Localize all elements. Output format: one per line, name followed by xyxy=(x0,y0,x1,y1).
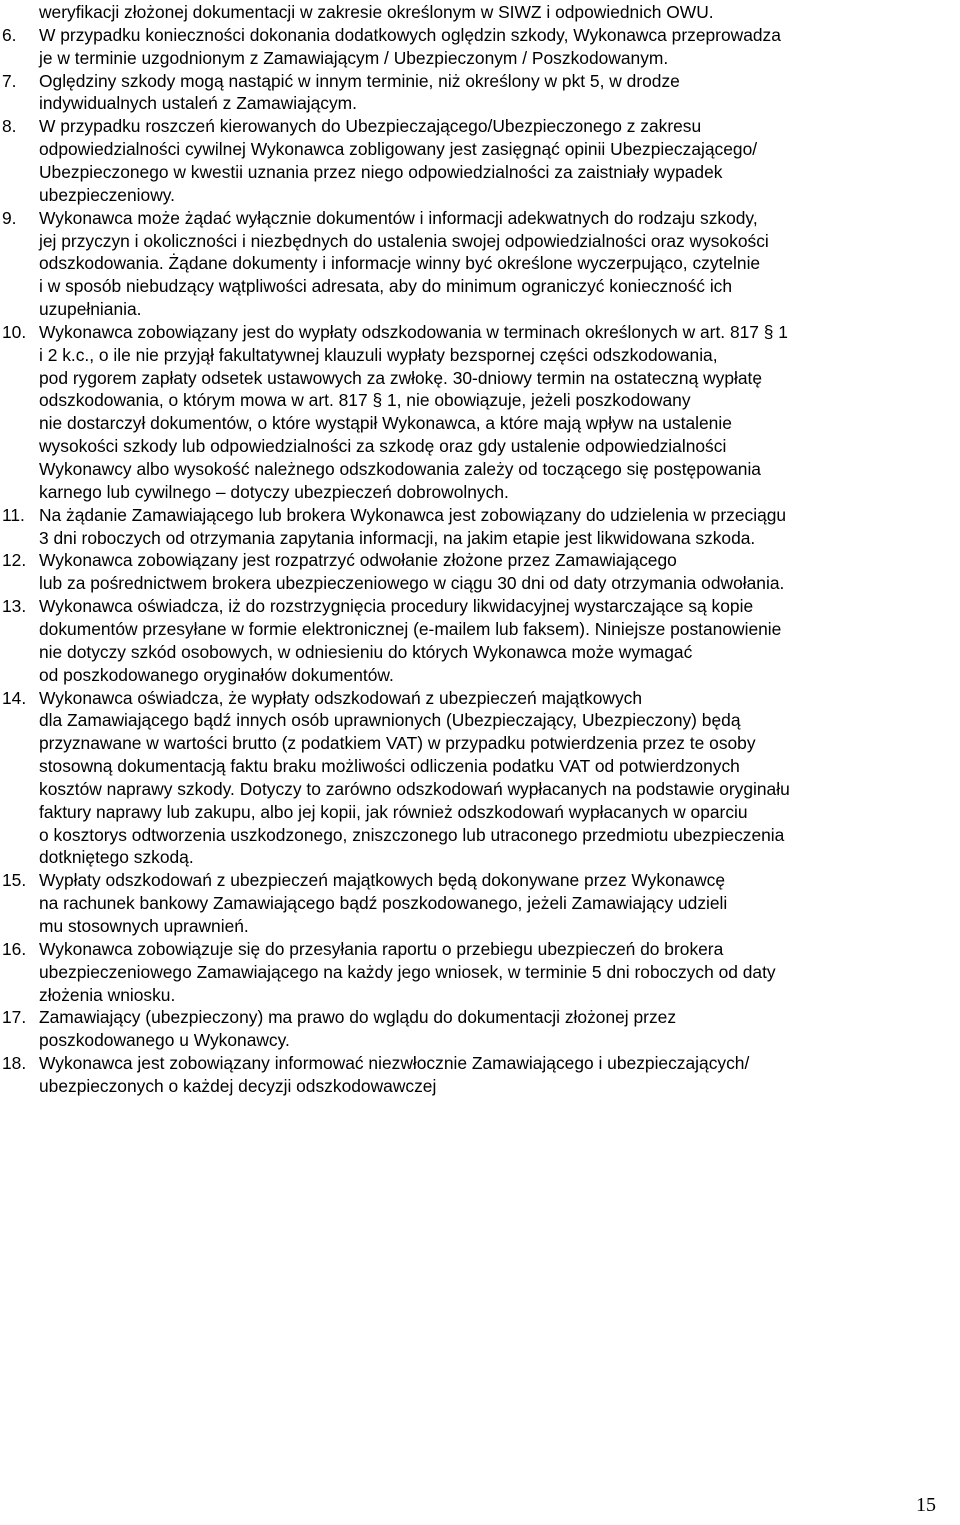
list-item-text: jej przyczyn i okoliczności i niezbędnych do ustalenia swojej odpowiedzialności oraz wysokości xyxy=(39,230,769,251)
list-item-text: przyznawane w wartości brutto (z podatkiem VAT) w przypadku potwierdzenia przez te osoby xyxy=(39,733,756,754)
list-item-number: 12. xyxy=(2,550,27,571)
list-item-text: dla Zamawiającego bądź innych osób uprawnionych (Ubezpieczający, Ubezpieczony) będą xyxy=(39,710,741,731)
text-line xyxy=(0,321,960,343)
text-line xyxy=(0,732,960,754)
text-line xyxy=(0,367,960,389)
list-item-text: mu stosownych uprawnień. xyxy=(39,916,249,936)
list-item-text: lub za pośrednictwem brokera ubezpieczeniowego w ciągu 30 dni od daty otrzymania odwołania. xyxy=(39,573,785,594)
list-item-number: 13. xyxy=(2,596,27,617)
list-item-number: 9. xyxy=(2,207,17,228)
text-line xyxy=(0,230,960,252)
list-item-number: 18. xyxy=(2,1053,27,1074)
list-item-number: 7. xyxy=(2,70,17,91)
text-line xyxy=(0,92,960,114)
text-line xyxy=(0,846,960,868)
list-item-text: karnego lub cywilnego – dotyczy ubezpieczeń dobrowolnych. xyxy=(39,481,509,502)
text-line xyxy=(0,70,960,92)
list-item-text: W przypadku roszczeń kierowanych do Ubezpieczającego/Ubezpieczonego z zakresu xyxy=(39,116,702,137)
list-item-text: nie dostarczył dokumentów, o które wystąpił Wykonawca, a które mają wpływ na ustalenie xyxy=(39,413,732,434)
text-line xyxy=(0,824,960,846)
list-item-text: Wykonawca oświadcza, iż do rozstrzygnięcia procedury likwidacyjnej wystarczające są kopie xyxy=(39,596,754,617)
list-item-text: Ubezpieczonego w kwestii uznania przez niego odpowiedzialności za zaistniały wypadek xyxy=(39,161,723,182)
list-item-text: i 2 k.c., o ile nie przyjął fakultatywnej klauzuli wypłaty bezspornej części odszkodowania, xyxy=(39,344,718,365)
list-item-number: 10. xyxy=(2,321,27,342)
text-line xyxy=(0,1006,960,1028)
list-item-text: na rachunek bankowy Zamawiającego bądź poszkodowanego, jeżeli Zamawiający udzieli xyxy=(39,893,728,914)
list-item-text: Oględziny szkody mogą nastąpić w innym terminie, niż określony w pkt 5, w drodze xyxy=(39,70,680,91)
text-line xyxy=(0,915,960,937)
text-line xyxy=(0,458,960,480)
text-line xyxy=(0,869,960,891)
text-line xyxy=(0,1075,960,1097)
text-line xyxy=(0,207,960,229)
list-item-text: indywidualnych ustaleń z Zamawiającym. xyxy=(39,93,357,114)
list-item-text: złożenia wniosku. xyxy=(39,984,176,1005)
text-line xyxy=(0,412,960,434)
text-line xyxy=(0,1052,960,1074)
list-item-text: poszkodowanego u Wykonawcy. xyxy=(39,1030,290,1051)
text-line xyxy=(0,527,960,549)
page-number: 15 xyxy=(916,1494,936,1516)
list-item-text: 3 dni roboczych od otrzymania zapytania informacji, na jakim etapie jest likwidowana szkoda. xyxy=(39,527,756,548)
text-line xyxy=(0,755,960,777)
text-line xyxy=(0,778,960,800)
list-item-text: odszkodowania, o którym mowa w art. 817 § 1, nie obowiązuje, jeżeli poszkodowany xyxy=(39,390,691,411)
list-item-text: Wykonawca zobowiązany jest do wypłaty odszkodowania w terminach określonych w art. 817 § 1 xyxy=(39,321,788,342)
text-line xyxy=(0,664,960,686)
list-item-text: Wykonawca jest zobowiązany informować niezwłocznie Zamawiającego i ubezpieczających/ xyxy=(39,1053,750,1074)
text-line xyxy=(0,115,960,137)
text-line xyxy=(0,389,960,411)
list-item-text: dokumentów przesyłane w formie elektronicznej (e-mailem lub faksem). Niniejsze postanowienie xyxy=(39,618,782,639)
text-line xyxy=(0,1,960,23)
list-item-text: weryfikacji złożonej dokumentacji w zakresie określonym w SIWZ i odpowiednich OWU. xyxy=(39,2,714,22)
list-item-text: Wykonawcy albo wysokość należnego odszkodowania zależy od toczącego się postępowania xyxy=(39,459,761,479)
list-item-text: pod rygorem zapłaty odsetek ustawowych za zwłokę. 30-dniowy termin na ostateczną wypłatę xyxy=(39,367,763,388)
text-line xyxy=(0,572,960,594)
text-line xyxy=(0,298,960,320)
list-item-text: nie dotyczy szkód osobowych, w odniesieniu do których Wykonawca może wymagać xyxy=(39,641,693,662)
text-line xyxy=(0,184,960,206)
list-item-text: W przypadku konieczności dokonania dodatkowych oględzin szkody, Wykonawca przeprowadza xyxy=(39,24,781,45)
list-item-text: odpowiedzialności cywilnej Wykonawca zobligowany jest zasięgnąć opinii Ubezpieczającego/ xyxy=(39,139,758,160)
text-line xyxy=(0,435,960,457)
list-item-text: dotkniętego szkodą. xyxy=(39,847,194,868)
list-item-text: odszkodowania. Żądane dokumenty i informacje winny być określone wyczerpująco, czytelnie xyxy=(39,253,761,274)
list-item-number: 15. xyxy=(2,870,27,891)
text-line xyxy=(0,687,960,709)
list-item-text: Zamawiający (ubezpieczony) ma prawo do wglądu do dokumentacji złożonej przez xyxy=(39,1007,677,1028)
text-line xyxy=(0,984,960,1006)
list-item-text: od poszkodowanego oryginałów dokumentów. xyxy=(39,664,394,685)
text-line xyxy=(0,938,960,960)
list-item-text: kosztów naprawy szkody. Dotyczy to zarówno odszkodowań wypłacanych na podstawie oryginału xyxy=(39,778,790,799)
list-item-text: ubezpieczeniowy. xyxy=(39,184,175,205)
list-item-text: i w sposób niebudzący wątpliwości adresata, aby do minimum ograniczyć konieczność ich xyxy=(39,276,733,297)
text-line xyxy=(0,275,960,297)
text-line xyxy=(0,549,960,571)
text-line xyxy=(0,641,960,663)
list-item-number: 16. xyxy=(2,938,27,959)
text-line xyxy=(0,595,960,617)
list-item-number: 17. xyxy=(2,1007,27,1028)
list-item-text: Na żądanie Zamawiającego lub brokera Wykonawca jest zobowiązany do udzielenia w przeciągu xyxy=(39,504,787,525)
list-item-number: 14. xyxy=(2,687,27,708)
list-item-number: 6. xyxy=(2,24,17,45)
text-line xyxy=(0,161,960,183)
text-line xyxy=(0,504,960,526)
list-item-text: uzupełniania. xyxy=(39,299,142,320)
list-item-text: je w terminie uzgodnionym z Zamawiającym / Ubezpieczonym / Poszkodowanym. xyxy=(39,47,669,68)
text-line xyxy=(0,138,960,160)
list-item-text: stosowną dokumentacją faktu braku możliwości odliczenia podatku VAT od potwierdzonych xyxy=(39,756,740,777)
list-item-text: wysokości szkody lub odpowiedzialności za szkodę oraz gdy ustalenie odpowiedzialności xyxy=(39,436,727,457)
text-line xyxy=(0,961,960,983)
text-line xyxy=(0,709,960,731)
text-line xyxy=(0,801,960,823)
list-item-number: 8. xyxy=(2,116,17,137)
text-line xyxy=(0,481,960,503)
text-line xyxy=(0,1029,960,1051)
list-item-text: Wykonawca może żądać wyłącznie dokumentów i informacji adekwatnych do rodzaju szkody, xyxy=(39,207,758,228)
text-line xyxy=(0,252,960,274)
list-item-text: Wykonawca zobowiązuje się do przesyłania raportu o przebiegu ubezpieczeń do brokera xyxy=(39,938,724,959)
text-line xyxy=(0,344,960,366)
list-item-text: faktury naprawy lub zakupu, albo jej kopii, jak również odszkodowań wypłacanych w oparciu xyxy=(39,801,748,822)
list-item-number: 11. xyxy=(2,504,25,525)
text-line xyxy=(0,892,960,914)
text-line xyxy=(0,47,960,69)
list-item-text: ubezpieczonych o każdej decyzji odszkodowawczej xyxy=(39,1075,437,1096)
list-item-text: Wykonawca oświadcza, że wypłaty odszkodowań z ubezpieczeń majątkowych xyxy=(39,687,643,708)
list-item-text: o kosztorys odtworzenia uszkodzonego, zniszczonego lub utraconego przedmiotu ubezpieczenia xyxy=(39,824,785,845)
text-line xyxy=(0,24,960,46)
list-item-text: Wykonawca zobowiązany jest rozpatrzyć odwołanie złożone przez Zamawiającego xyxy=(39,550,677,571)
list-item-text: Wypłaty odszkodowań z ubezpieczeń majątkowych będą dokonywane przez Wykonawcę xyxy=(39,870,726,891)
list-item-text: ubezpieczeniowego Zamawiającego na każdy jego wniosek, w terminie 5 dni roboczych od daty xyxy=(39,961,776,982)
text-line xyxy=(0,618,960,640)
